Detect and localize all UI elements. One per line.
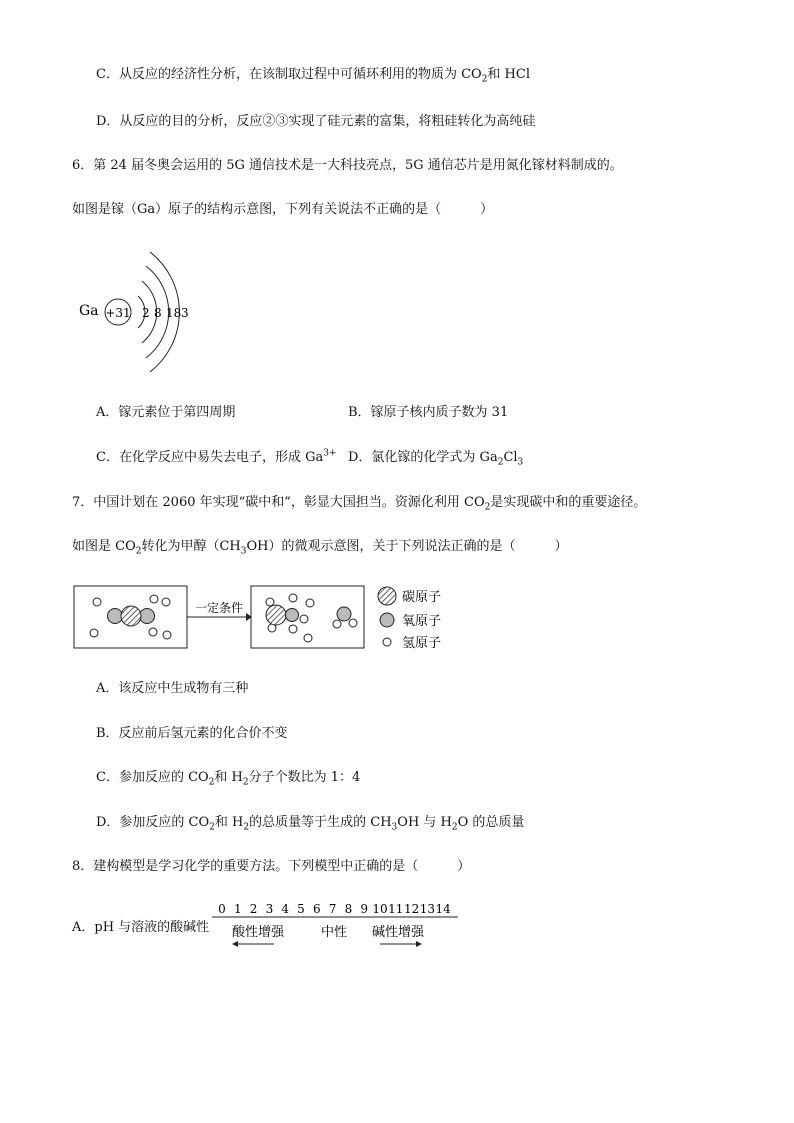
q7-stem2-text-end: OH）的微观示意图，关于下列说法正确的是（ ） bbox=[246, 539, 568, 554]
q5-option-d: D．从反应的目的分析，反应②③实现了硅元素的富集，将粗硅转化为高纯硅 bbox=[96, 114, 536, 129]
subscript: 3 bbox=[391, 822, 398, 833]
q6-option-b: B．镓原子核内质子数为 31 bbox=[348, 405, 509, 420]
reaction-condition: 一定条件 bbox=[194, 601, 244, 615]
ph-tick-label: 2 bbox=[249, 902, 258, 916]
hydrogen-atom bbox=[90, 629, 98, 637]
ph-tick-label: 12 bbox=[403, 902, 420, 916]
shell-electrons-2: 8 bbox=[154, 306, 162, 320]
oxygen-atom bbox=[108, 609, 123, 624]
gallium-atom-diagram bbox=[70, 248, 200, 378]
q7-stem-line2 bbox=[72, 538, 568, 556]
ph-tick-label: 4 bbox=[281, 902, 290, 916]
base-arrowhead bbox=[416, 941, 422, 947]
legend-oxygen-swatch bbox=[380, 613, 394, 627]
q7-option-d-text-mid3: OH 与 H bbox=[397, 815, 452, 830]
ph-tick-label: 5 bbox=[297, 902, 305, 916]
carbon-atom bbox=[266, 605, 286, 625]
subscript: 2 bbox=[451, 822, 458, 833]
q8-option-a-label: A．pH 与溶液的酸碱性 bbox=[72, 920, 210, 935]
neutral-label: 中性 bbox=[320, 925, 348, 940]
hydrogen-atom bbox=[163, 631, 171, 639]
acid-arrowhead bbox=[232, 941, 238, 947]
legend-carbon-label: 碳原子 bbox=[402, 590, 442, 605]
hydrogen-atom bbox=[300, 615, 308, 623]
q6-option-c-text: C．在化学反应中易失去电子，形成 Ga bbox=[96, 450, 324, 465]
ph-tick-labels bbox=[218, 902, 451, 916]
legend-hydrogen-label: 氢原子 bbox=[402, 636, 442, 651]
q6-option-a: A．镓元素位于第四周期 bbox=[96, 405, 236, 420]
nucleus-charge: +31 bbox=[105, 306, 131, 320]
legend-carbon-swatch bbox=[378, 587, 396, 605]
q7-option-d-text: D．参加反应的 CO bbox=[96, 815, 210, 830]
methanol-reaction-diagram bbox=[70, 580, 490, 655]
q5-option-c-text-end: 和 HCl bbox=[487, 67, 530, 82]
oxygen-atom bbox=[337, 607, 351, 621]
shell-electrons-4: 3 bbox=[181, 306, 189, 320]
q7-option-c-text: C．参加反应的 CO bbox=[96, 770, 209, 785]
q7-stem2-text: 如图是 CO bbox=[72, 539, 136, 554]
q5-option-c bbox=[96, 66, 530, 84]
carbon-atom bbox=[121, 606, 141, 626]
q7-option-c bbox=[96, 769, 360, 787]
q6-stem-line2: 如图是镓（Ga）原子的结构示意图，下列有关说法不正确的是（ ） bbox=[72, 202, 494, 217]
q7-option-b: B．反应前后氢元素的化合价不变 bbox=[96, 726, 288, 741]
q7-stem2-text-mid: 转化为甲醇（CH bbox=[141, 539, 241, 554]
hydrogen-atom bbox=[150, 595, 158, 603]
acid-label: 酸性增强 bbox=[231, 925, 285, 940]
ph-tick-label: 13 bbox=[419, 902, 436, 916]
shell-electrons-1: 2 bbox=[142, 306, 150, 320]
q7-option-d bbox=[96, 814, 524, 832]
q7-stem1-text: 7．中国计划在 2060 年实现“碳中和”，彰显大国担当。资源化利用 CO bbox=[72, 495, 485, 510]
subscript: 2 bbox=[484, 502, 491, 513]
q6-option-c bbox=[96, 449, 337, 467]
hydrogen-atom bbox=[306, 599, 314, 607]
ph-tick-label: 9 bbox=[360, 902, 369, 916]
q7-option-c-text-end: 分子个数比为 1：4 bbox=[248, 770, 361, 785]
shell-electrons-3: 18 bbox=[166, 306, 182, 320]
q5-option-c-text: C．从反应的经济性分析，在该制取过程中可循环利用的物质为 CO bbox=[96, 67, 482, 82]
q7-option-d-text-end: O 的总质量 bbox=[457, 815, 525, 830]
ph-tick-label: 7 bbox=[328, 902, 337, 916]
base-label: 碱性增强 bbox=[371, 925, 425, 940]
hydrogen-atom bbox=[304, 634, 312, 642]
q7-option-c-text-mid: 和 H bbox=[214, 770, 243, 785]
q8-stem: 8．建构模型是学习化学的重要方法。下列模型中正确的是（ ） bbox=[72, 859, 471, 874]
oxygen-atom bbox=[140, 609, 155, 624]
ph-tick-label: 6 bbox=[312, 902, 321, 916]
ph-tick-label: 3 bbox=[265, 902, 274, 916]
subscript: 2 bbox=[135, 546, 142, 557]
subscript: 3 bbox=[240, 546, 247, 557]
q6-option-d bbox=[348, 449, 523, 467]
subscript: 2 bbox=[497, 457, 504, 468]
q7-stem1-text-end: 是实现碳中和的重要途径。 bbox=[490, 495, 647, 510]
hydrogen-atom bbox=[93, 598, 101, 606]
q6-option-d-text-mid: Cl bbox=[503, 450, 518, 465]
hydrogen-atom bbox=[289, 594, 297, 602]
subscript: 2 bbox=[481, 74, 488, 85]
q7-option-d-text-mid2: 的总质量等于生成的 CH bbox=[249, 815, 392, 830]
subscript: 2 bbox=[242, 777, 249, 788]
oxygen-atom bbox=[286, 609, 299, 622]
ph-tick-label: 0 bbox=[218, 902, 226, 916]
subscript: 2 bbox=[243, 822, 250, 833]
atom-symbol: Ga bbox=[79, 303, 99, 319]
legend-oxygen-label: 氧原子 bbox=[402, 614, 442, 629]
ph-tick-label: 10 bbox=[372, 902, 388, 916]
legend-hydrogen-swatch bbox=[383, 638, 391, 646]
hydrogen-atom bbox=[162, 598, 170, 606]
subscript: 3 bbox=[517, 457, 524, 468]
hydrogen-atom bbox=[333, 620, 341, 628]
subscript: 2 bbox=[208, 777, 215, 788]
ph-tick-label: 11 bbox=[388, 902, 404, 916]
q6-option-d-text: D．氯化镓的化学式为 Ga bbox=[348, 450, 498, 465]
ph-tick-label: 1 bbox=[233, 902, 242, 916]
q7-option-a: A．该反应中生成物有三种 bbox=[96, 681, 249, 696]
q6-stem-line1: 6．第 24 届冬奥会运用的 5G 通信技术是一大科技亮点，5G 通信芯片是用氮化镓材料制成的。 bbox=[72, 158, 623, 173]
ph-tick-label: 14 bbox=[435, 902, 451, 916]
superscript: 3+ bbox=[323, 448, 337, 459]
hydrogen-atom bbox=[289, 625, 297, 633]
ph-tick-label: 8 bbox=[344, 902, 353, 916]
q7-option-d-text-mid1: 和 H bbox=[214, 815, 244, 830]
hydrogen-atom bbox=[149, 628, 157, 636]
ph-scale-diagram bbox=[212, 898, 462, 950]
hydrogen-atom bbox=[349, 619, 357, 627]
q7-stem-line1 bbox=[72, 494, 646, 512]
hydrogen-atom bbox=[266, 598, 274, 606]
subscript: 2 bbox=[209, 822, 215, 833]
